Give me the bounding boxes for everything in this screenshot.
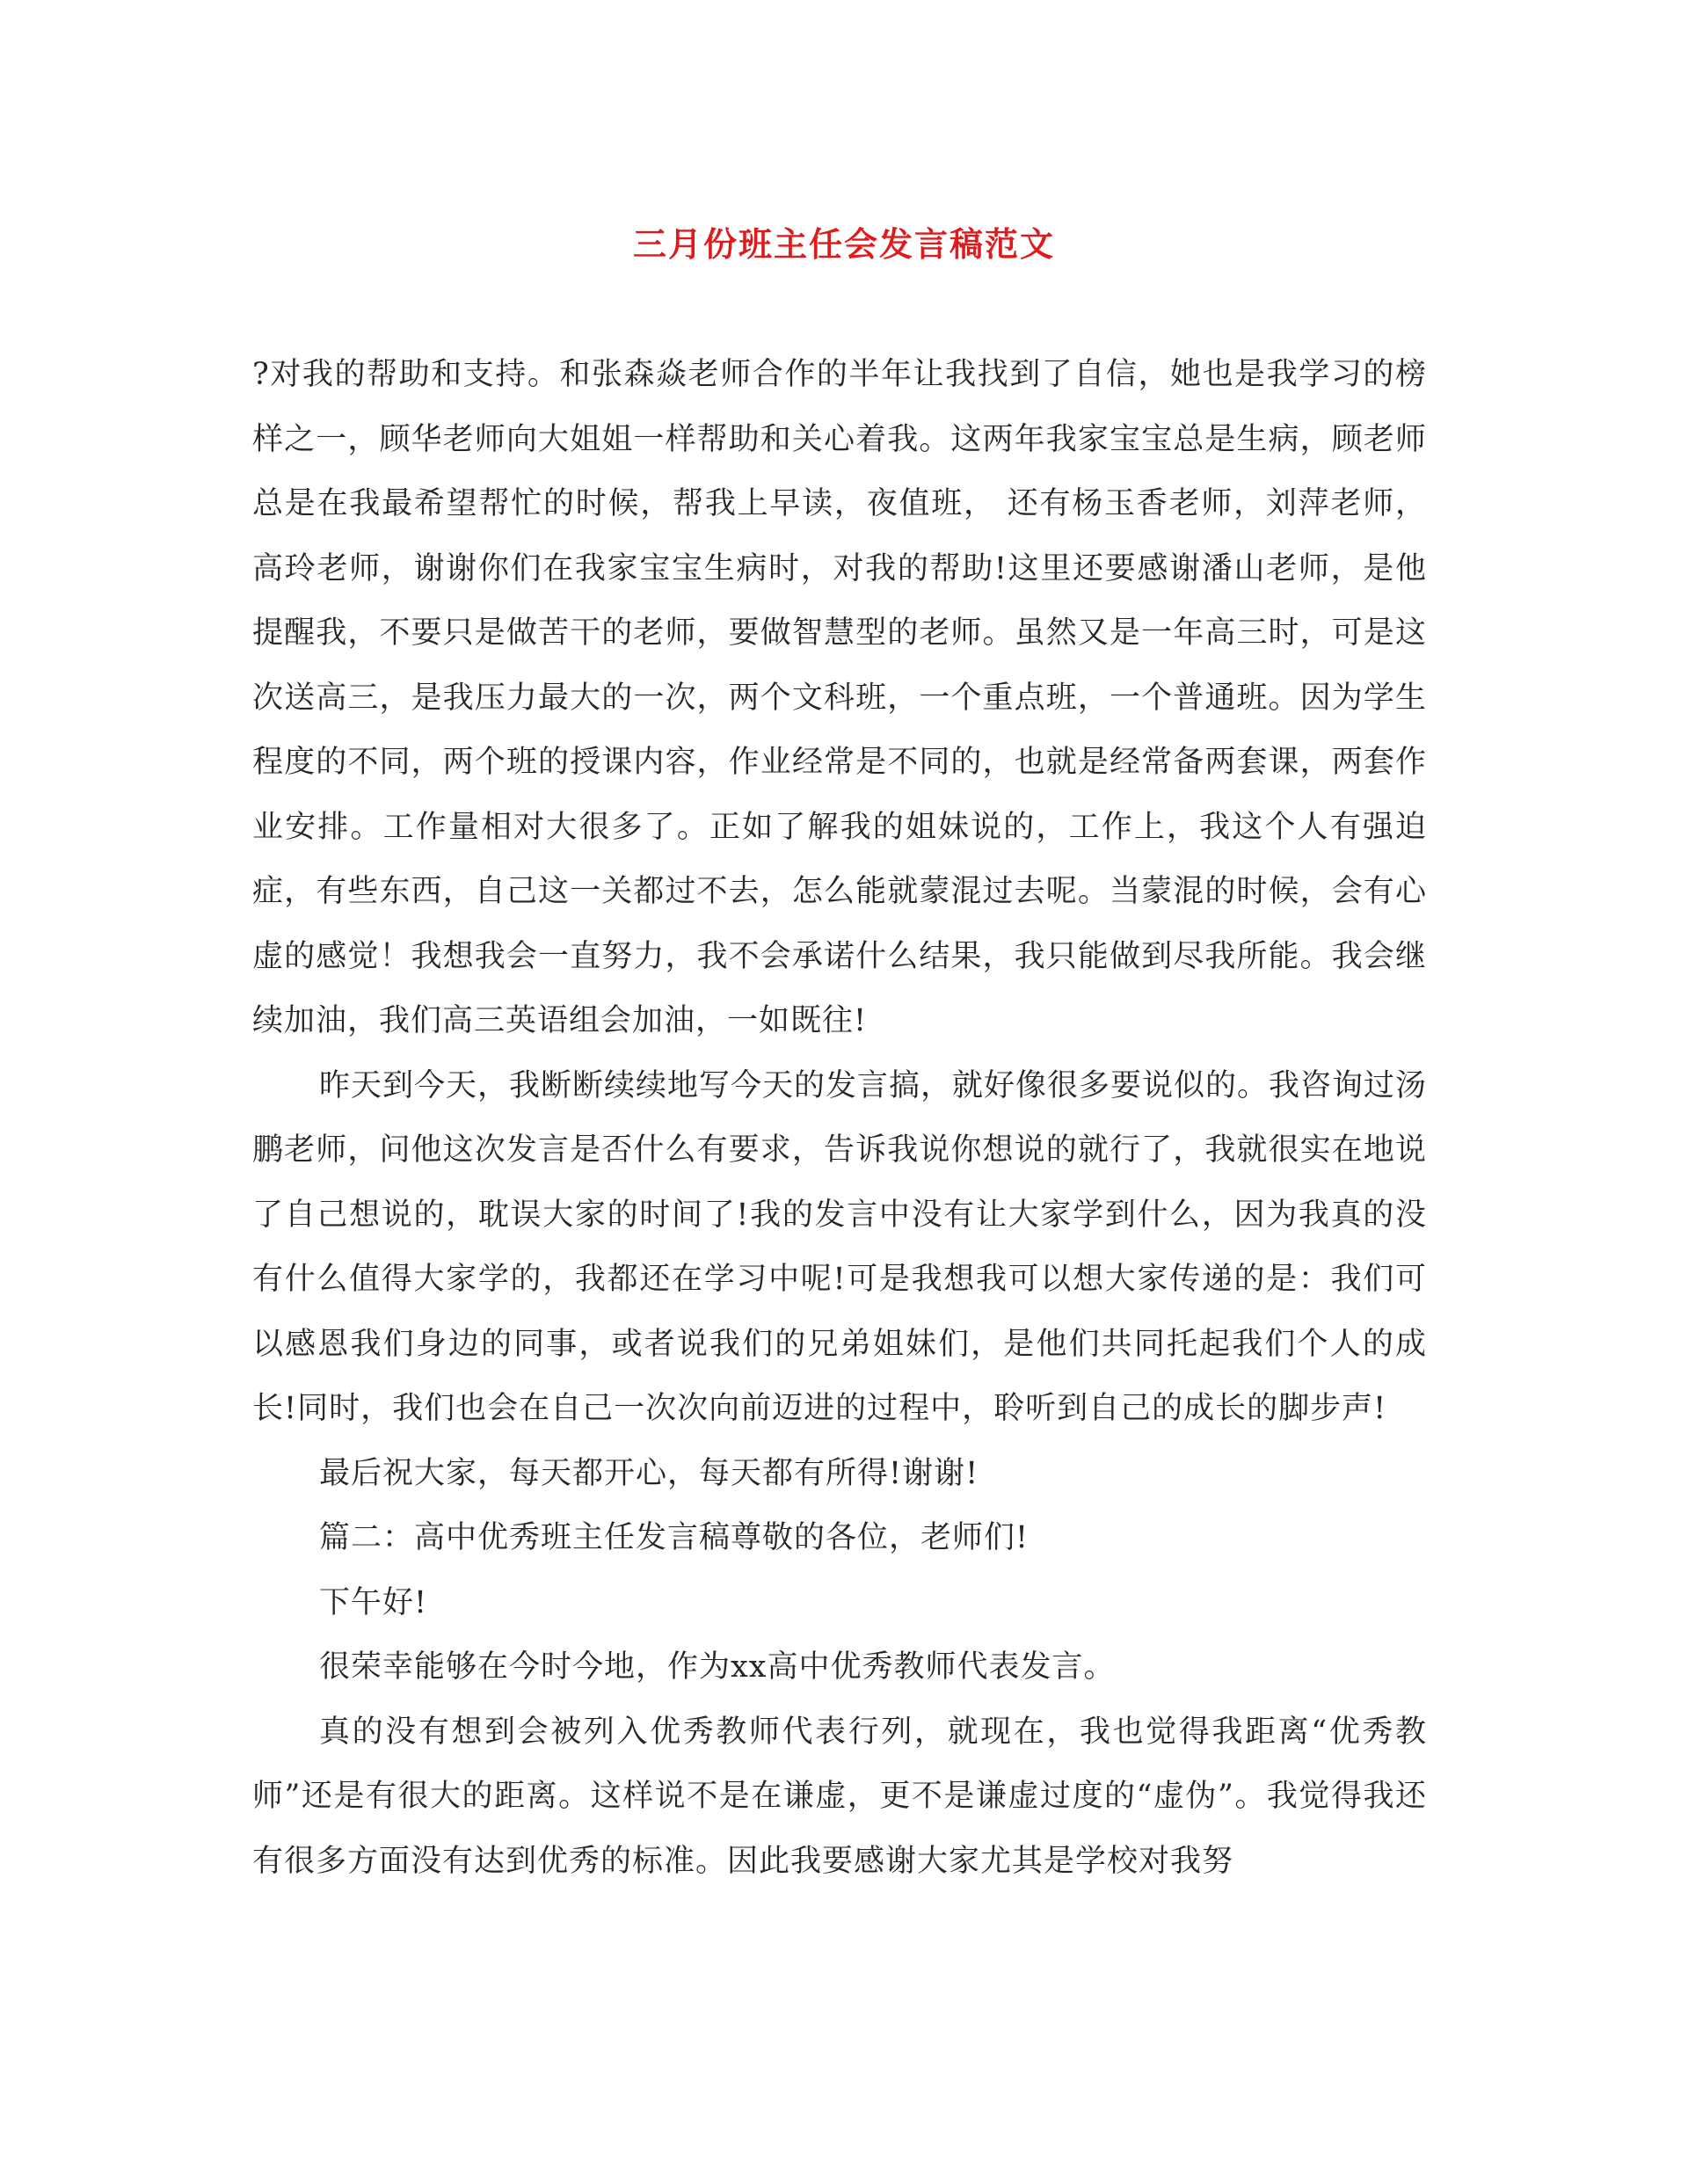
paragraph: 真的没有想到会被列入优秀教师代表行列，就现在，我也觉得我距离“优秀教师”还是有很大的距离。这样说不是在谦虚，更不是谦虚过度的“虚伪”。我觉得我还有很多方面没有达到优秀的标准。因此我要感谢大家尤其是学校对我努 xyxy=(252,1714,1427,1879)
paragraph: 篇二：高中优秀班主任发言稿尊敬的各位，老师们! xyxy=(319,1520,1030,1555)
paragraph: 很荣幸能够在今时今地，作为xx高中优秀教师代表发言。 xyxy=(319,1649,1116,1685)
paragraph: 下午好! xyxy=(319,1584,428,1620)
paragraph: ?对我的帮助和支持。和张森焱老师合作的半年让我找到了自信，她也是我学习的榜样之一，顾华老师向大姐姐一样帮助和关心着我。这两年我家宝宝总是生病，顾老师总是在我最希望帮忙的时候，帮我上早读，夜值班， 还有杨玉香老师，刘萍老师，高玲老师，谢谢你们在我家宝宝生病时，对我的帮助!这里还要感谢潘山老师，是他提醒我，不要只是做苦干的老师，要做智慧型的老师。虽然又是一年高三时，可是这次送高三，是我压力最大的一次，两个文科班，一个重点班，一个普通班。因为学生程度的不同，两个班的授课内容，作业经常是不同的，也就是经常备两套课，两套作业安排。工作量相对大很多了。正如了解我的姐妹说的，工作上，我这个人有强迫症，有些东西，自己这一关都过不去，怎么能就蒙混过去呢。当蒙混的时候，会有心虚的感觉！我想我会一直努力，我不会承诺什么结果，我只能做到尽我所能。我会继续加油，我们高三英语组会加油，一如既往! xyxy=(252,357,1427,1038)
document-title: 三月份班主任会发言稿范文 xyxy=(632,224,1055,264)
paragraph: 昨天到今天，我断断续续地写今天的发言搞，就好像很多要说似的。我咨询过汤鹏老师，问他这次发言是否什么有要求，告诉我说你想说的就行了，我就很实在地说了自己想说的，耽误大家的时间了!我的发言中没有让大家学到什么，因为我真的没有什么值得大家学的，我都还在学习中呢!可是我想我可以想大家传递的是：我们可以感恩我们身边的同事，或者说我们的兄弟姐妹们，是他们共同托起我们个人的成长!同时，我们也会在自己一次次向前迈进的过程中，聆听到自己的成长的脚步声! xyxy=(252,1067,1428,1426)
document-body xyxy=(252,343,1427,1894)
paragraph: 最后祝大家，每天都开心，每天都有所得!谢谢! xyxy=(319,1455,979,1491)
